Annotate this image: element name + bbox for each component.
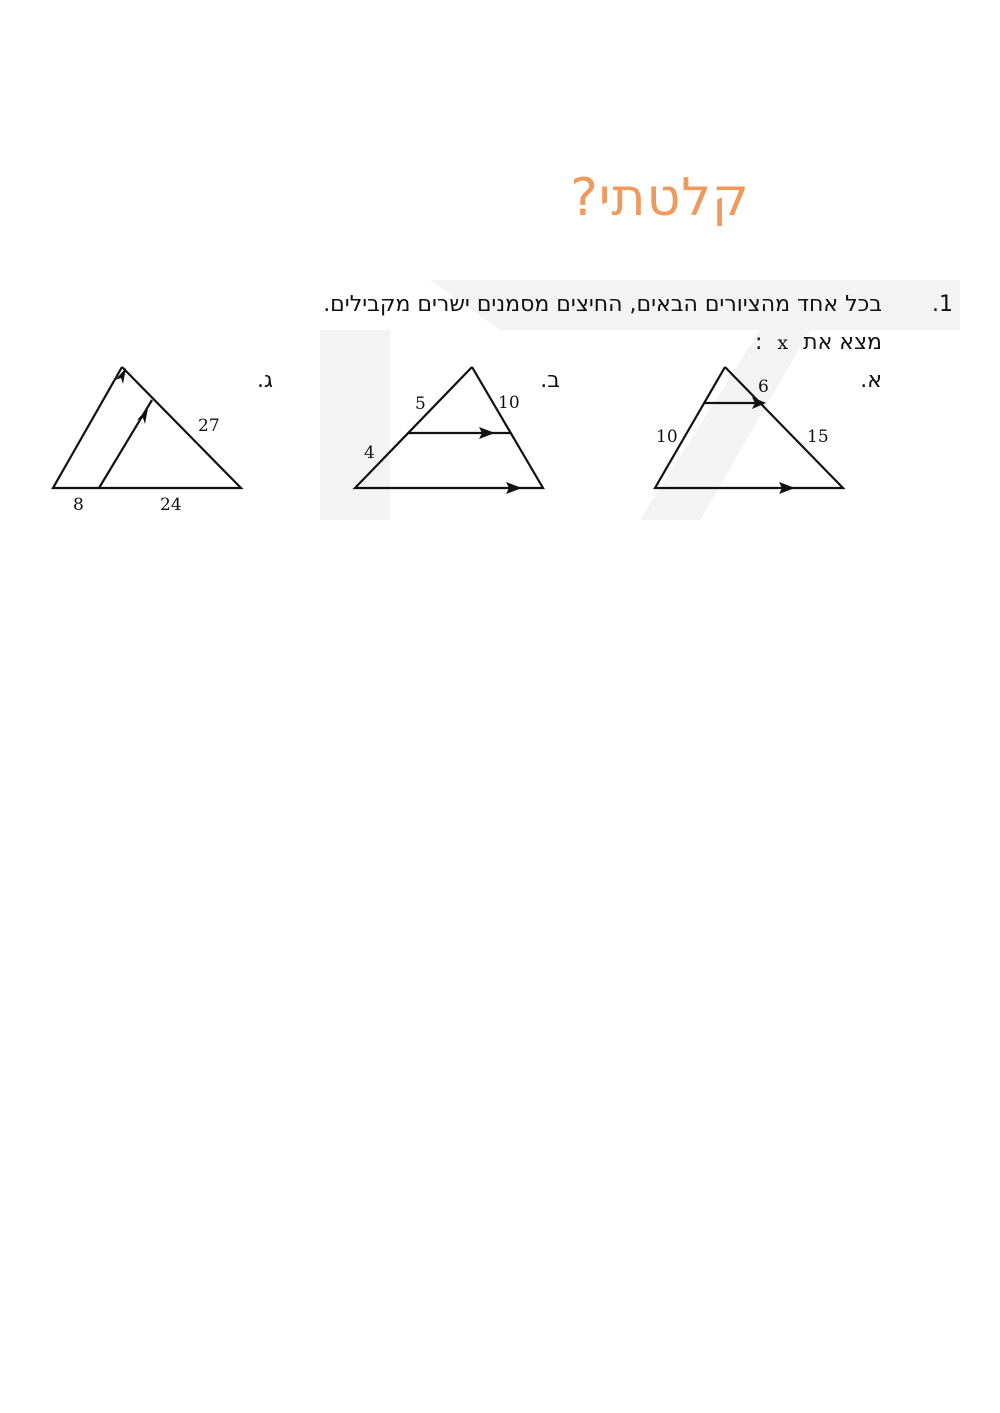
figure-b-label: ב.: [540, 368, 560, 393]
figure-b-label-3: 4: [364, 443, 375, 463]
figure-a-triangle: [655, 367, 843, 494]
figure-c-label: ג.: [256, 368, 273, 393]
page-title: קלטתי?: [570, 168, 750, 228]
figure-b-triangle: [355, 367, 543, 494]
question-number: .1: [932, 292, 953, 317]
figure-c-label-2: 8: [73, 495, 84, 515]
figure-a-label: א.: [860, 368, 882, 393]
figure-a-label-3: 15: [807, 427, 829, 447]
figure-b-label-1: 5: [415, 394, 426, 414]
question-text: בכל אחד מהציורים הבאים, החיצים מסמנים ישרים מקבילים.: [323, 292, 882, 317]
find-suffix: :: [755, 330, 763, 355]
figure-a-label-2: 10: [656, 427, 678, 447]
figure-a-label-1: 6: [758, 377, 769, 397]
figure-b-label-2: 10: [498, 393, 520, 413]
figure-c-triangle: [53, 367, 241, 515]
figures-diagram: [0, 0, 1000, 560]
figure-c-label-1: 27: [198, 416, 220, 436]
variable-x: x: [777, 332, 789, 354]
figure-c-label-3: 24: [160, 495, 182, 515]
find-prefix: מצא את: [803, 330, 882, 355]
